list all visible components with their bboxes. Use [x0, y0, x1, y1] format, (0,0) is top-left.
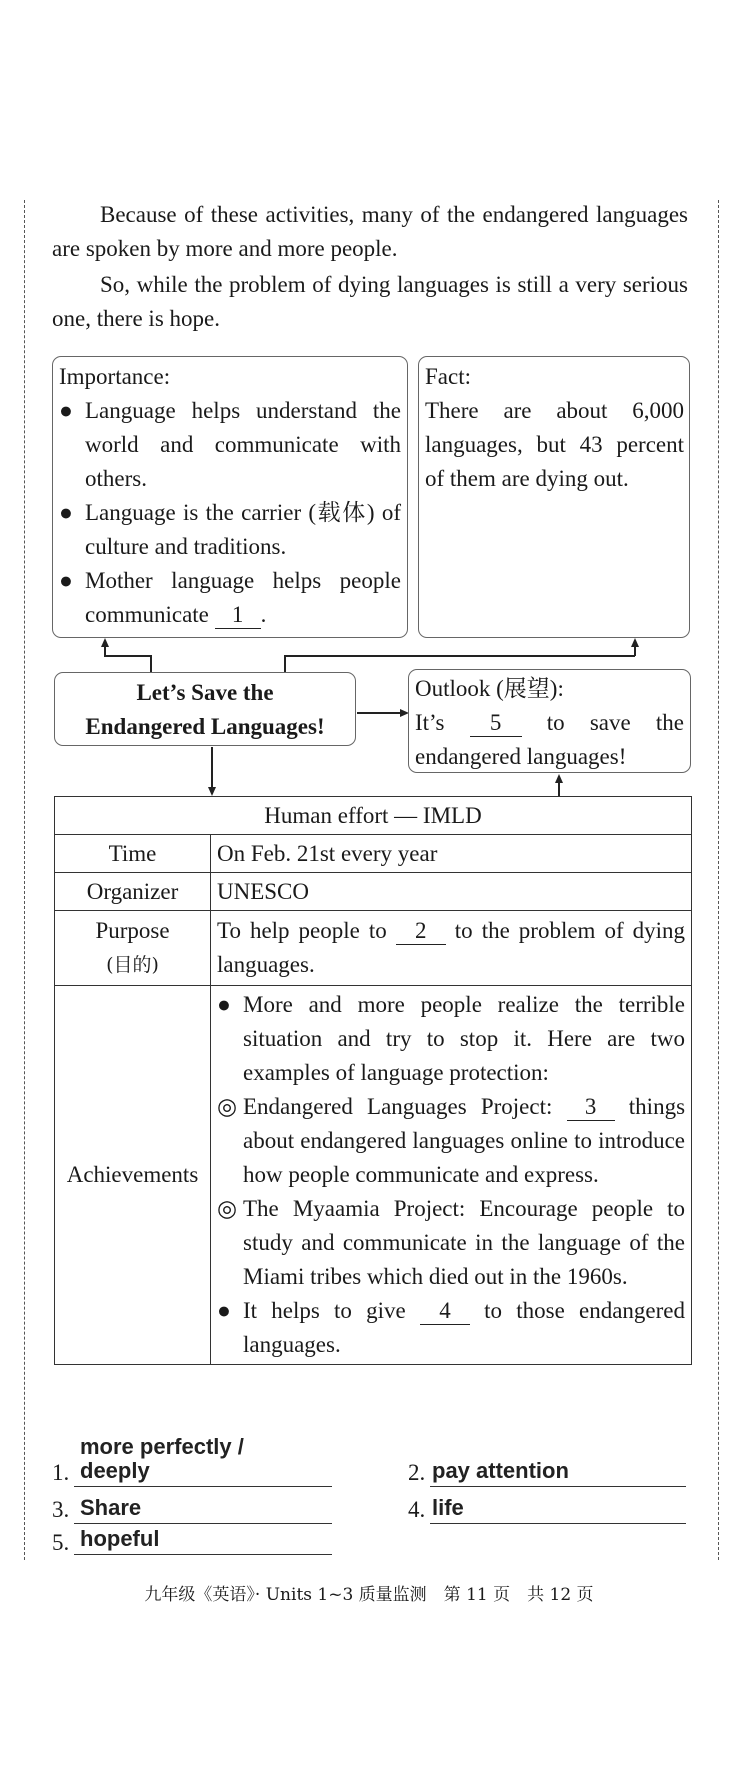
table-row	[55, 797, 692, 835]
blank-3[interactable]: 3	[567, 1094, 615, 1121]
answer-line	[74, 1486, 332, 1487]
arrow-up-icon	[555, 774, 563, 783]
arrow-down-icon	[208, 787, 216, 796]
answer-2: 2. pay attention	[408, 1460, 698, 1490]
answer-1-line2: deeply	[80, 1458, 150, 1483]
passage-paragraph-2: So, while the problem of dying languages is still a very serious one, there is hope.	[52, 272, 688, 331]
center-title-box	[54, 672, 356, 746]
answer-3: 3. Share	[52, 1497, 342, 1527]
answer-2-text[interactable]: pay attention	[432, 1458, 569, 1483]
answer-1: more perfectly / 1. deeply	[52, 1434, 342, 1490]
importance-item: ● Language is the carrier (载体) of culture and traditions.	[59, 500, 401, 559]
answer-4: 4. life	[408, 1497, 698, 1527]
organizer-label: Organizer	[55, 873, 211, 911]
table-header: Human effort — IMLD	[55, 797, 692, 835]
answer-line	[430, 1523, 686, 1524]
connector-line	[284, 655, 286, 672]
answer-3-text[interactable]: Share	[80, 1495, 142, 1520]
connector-line	[284, 655, 635, 657]
arrow-up-icon	[631, 638, 639, 647]
answer-5: 5. hopeful	[52, 1530, 342, 1560]
outlook-text: It’s 5 to save the endangered languages!	[415, 710, 684, 769]
answer-4-text[interactable]: life	[432, 1495, 464, 1520]
purpose-label: Purpose (目的)	[55, 911, 211, 986]
table-row	[55, 873, 692, 911]
center-title-line1: Let’s Save the	[136, 680, 274, 705]
answer-line	[430, 1486, 686, 1487]
organizer-value: UNESCO	[211, 873, 692, 911]
table-row	[55, 911, 692, 986]
achievement-item: ◎ The Myaamia Project: Encourage people to study and communicate in the language of the Miami tribes which died out in the 1960s.	[217, 1196, 685, 1289]
blank-1[interactable]: 1	[215, 602, 261, 629]
connector-line	[104, 655, 151, 657]
answer-line	[74, 1523, 332, 1524]
time-value: On Feb. 21st every year	[211, 835, 692, 873]
connector-line	[211, 747, 213, 787]
purpose-value: To help people to 2 to the problem of dying languages.	[211, 911, 692, 986]
outlook-title: Outlook (展望):	[415, 676, 564, 701]
fact-title: Fact:	[425, 364, 471, 389]
achievement-item: ● More and more people realize the terrible situation and try to stop it. Here are two examples of language protection:	[217, 992, 685, 1085]
fact-text: There are about 6,000 languages, but 43 percent of them are dying out.	[425, 398, 684, 491]
left-dashed-border	[24, 200, 25, 1560]
achievement-item: ● It helps to give 4 to those endangered languages.	[217, 1298, 686, 1357]
blank-2[interactable]: 2	[396, 918, 446, 945]
achievements-label: Achievements	[55, 986, 211, 1365]
table-row	[55, 835, 692, 873]
importance-item: ● Mother language helps people communicate 1 .	[59, 568, 401, 627]
achievements-value	[211, 986, 692, 1365]
importance-box	[52, 356, 408, 638]
fact-box	[418, 356, 690, 638]
answer-line	[74, 1554, 332, 1555]
right-dashed-border	[718, 200, 719, 1560]
blank-4[interactable]: 4	[420, 1298, 470, 1325]
importance-title: Importance:	[59, 364, 171, 389]
outlook-box	[408, 669, 691, 773]
answer-5-text[interactable]: hopeful	[80, 1526, 160, 1551]
imld-table	[54, 796, 692, 1365]
time-label: Time	[55, 835, 211, 873]
importance-item: ● Language helps understand the world and communicate with others.	[59, 398, 401, 491]
arrow-up-icon	[101, 638, 109, 647]
connector-line	[150, 655, 152, 672]
connector-line	[558, 782, 560, 796]
blank-5[interactable]: 5	[470, 710, 522, 737]
table-row	[55, 986, 692, 1365]
connector-line	[357, 712, 402, 714]
passage-paragraph-1: Because of these activities, many of the endangered languages are spoken by more and more people.	[52, 202, 688, 261]
achievement-item: ◎ Endangered Languages Project: 3 things about endangered languages online to introduce how people communicate and express.	[217, 1094, 686, 1187]
answer-1-line1: more perfectly /	[80, 1434, 244, 1459]
center-title-line2: Endangered Languages!	[85, 714, 325, 739]
page-footer: 九年级《英语》· Units 1~3 质量监测 第 11 页 共 12 页	[144, 1585, 594, 1605]
